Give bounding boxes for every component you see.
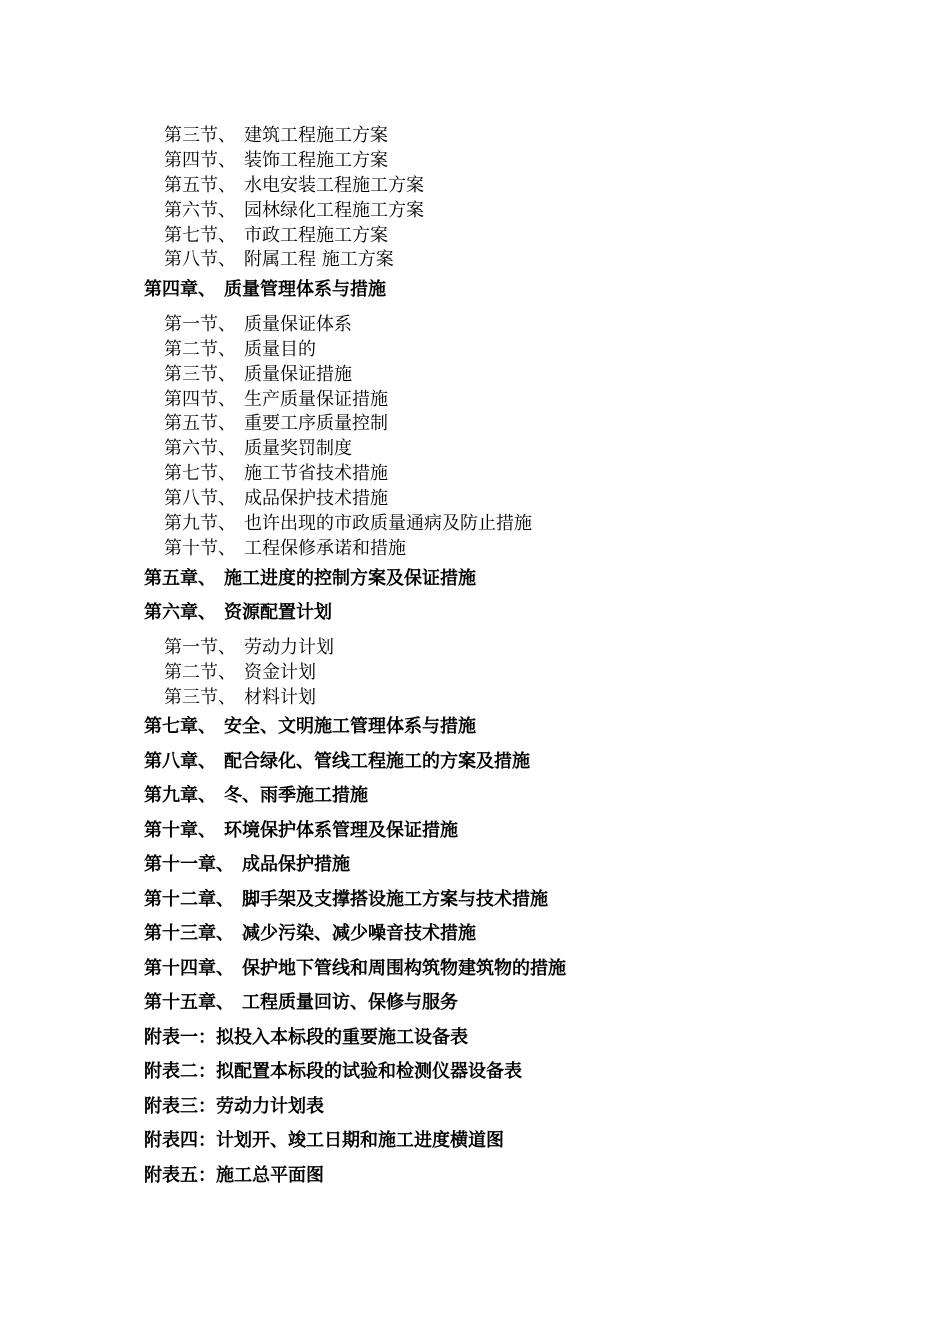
toc-entry-title: 冬、雨季施工措施 [224, 785, 368, 807]
toc-section-entry[interactable] [0, 661, 950, 686]
toc-entry-number: 第一节、 [164, 636, 236, 658]
toc-chapter-entry[interactable] [0, 986, 950, 1021]
toc-entry-number: 第九章、 [144, 785, 216, 807]
toc-entry-number: 第七章、 [144, 716, 216, 738]
toc-section-entry[interactable] [0, 686, 950, 711]
toc-entry-number: 第七节、 [164, 463, 236, 485]
toc-entry-number: 第十一章、 [144, 854, 234, 876]
toc-entry-number: 附表四： [144, 1130, 216, 1152]
toc-entry-number: 第二节、 [164, 661, 236, 683]
toc-entry-number: 第十节、 [164, 537, 236, 559]
toc-chapter-entry[interactable] [0, 710, 950, 745]
toc-entry-title: 成品保护技术措施 [244, 488, 388, 510]
toc-entry-number: 第八章、 [144, 750, 216, 772]
toc-section-entry[interactable] [0, 537, 950, 562]
toc-appendix-entry[interactable] [0, 1124, 950, 1159]
toc-appendix-entry[interactable] [0, 1055, 950, 1090]
toc-entry-number: 附表五： [144, 1164, 216, 1186]
toc-entry-number: 第六章、 [144, 602, 216, 624]
toc-entry-number: 第十二章、 [144, 888, 234, 910]
toc-entry-number: 第五节、 [164, 413, 236, 435]
toc-entry-number: 第六节、 [164, 438, 236, 460]
toc-section-entry[interactable] [0, 174, 950, 199]
toc-appendix-entry[interactable] [0, 1090, 950, 1125]
toc-entry-title: 保护地下管线和周围构筑物建筑物的措施 [242, 957, 566, 979]
toc-entry-number: 第四节、 [164, 388, 236, 410]
toc-entry-number: 第六节、 [164, 199, 236, 221]
toc-chapter-entry[interactable] [0, 952, 950, 987]
toc-entry-title: 劳动力计划表 [216, 1095, 324, 1117]
toc-entry-title: 园林绿化工程施工方案 [244, 199, 424, 221]
toc-entry-title: 施工进度的控制方案及保证措施 [224, 567, 476, 589]
toc-chapter-entry[interactable] [0, 814, 950, 849]
toc-entry-title: 环境保护体系管理及保证措施 [224, 819, 458, 841]
toc-entry-number: 第三节、 [164, 363, 236, 385]
toc-entry-title: 工程保修承诺和措施 [244, 537, 406, 559]
toc-section-entry[interactable] [0, 487, 950, 512]
toc-entry-title: 减少污染、减少噪音技术措施 [242, 923, 476, 945]
toc-entry-title: 水电安装工程施工方案 [244, 174, 424, 196]
toc-appendix-entry[interactable] [0, 1159, 950, 1194]
toc-chapter-entry[interactable] [0, 883, 950, 918]
toc-entry-title: 计划开、竣工日期和施工进度横道图 [216, 1130, 504, 1152]
toc-chapter-entry[interactable] [0, 779, 950, 814]
toc-appendix-entry[interactable] [0, 1021, 950, 1056]
toc-section-entry[interactable] [0, 149, 950, 174]
toc-entry-number: 第八节、 [164, 488, 236, 510]
toc-chapter-entry[interactable] [0, 596, 950, 631]
toc-section-entry[interactable] [0, 363, 950, 388]
toc-chapter-entry[interactable] [0, 848, 950, 883]
table-of-contents [0, 124, 950, 1193]
toc-entry-number: 第七节、 [164, 224, 236, 246]
toc-entry-title: 施工节省技术措施 [244, 463, 388, 485]
toc-entry-title: 装饰工程施工方案 [244, 149, 388, 171]
toc-entry-title: 附属工程 施工方案 [244, 249, 394, 271]
toc-entry-number: 第三节、 [164, 125, 236, 146]
toc-entry-title: 拟配置本标段的试验和检测仪器设备表 [216, 1061, 522, 1083]
toc-entry-title: 生产质量保证措施 [244, 388, 388, 410]
toc-chapter-entry[interactable] [0, 745, 950, 780]
toc-entry-title: 配合绿化、管线工程施工的方案及措施 [224, 750, 530, 772]
toc-entry-title: 脚手架及支撑搭设施工方案与技术措施 [242, 888, 548, 910]
toc-entry-title: 质量目的 [244, 338, 316, 360]
toc-entry-number: 附表三： [144, 1095, 216, 1117]
toc-entry-title: 重要工序质量控制 [244, 413, 388, 435]
toc-entry-number: 第八节、 [164, 249, 236, 271]
toc-section-entry[interactable] [0, 412, 950, 437]
toc-section-entry[interactable] [0, 437, 950, 462]
toc-entry-title: 拟投入本标段的重要施工设备表 [216, 1026, 468, 1048]
toc-chapter-entry[interactable] [0, 562, 950, 597]
toc-entry-number: 第十五章、 [144, 992, 234, 1014]
toc-section-entry[interactable] [0, 338, 950, 363]
toc-chapter-entry[interactable] [0, 917, 950, 952]
toc-entry-title: 质量管理体系与措施 [224, 279, 386, 301]
toc-section-entry[interactable] [0, 124, 950, 149]
toc-section-entry[interactable] [0, 462, 950, 487]
toc-entry-title: 资金计划 [244, 661, 316, 683]
toc-entry-title: 成品保护措施 [242, 854, 350, 876]
toc-entry-number: 第十三章、 [144, 923, 234, 945]
toc-section-entry[interactable] [0, 512, 950, 537]
toc-section-entry[interactable] [0, 313, 950, 338]
toc-entry-number: 第四章、 [144, 279, 216, 301]
toc-entry-number: 第四节、 [164, 149, 236, 171]
toc-chapter-entry[interactable] [0, 273, 950, 308]
toc-entry-title: 劳动力计划 [244, 636, 334, 658]
toc-entry-number: 第二节、 [164, 338, 236, 360]
toc-entry-number: 第十章、 [144, 819, 216, 841]
toc-entry-title: 质量奖罚制度 [244, 438, 352, 460]
toc-entry-number: 第一节、 [164, 313, 236, 335]
toc-entry-number: 第五节、 [164, 174, 236, 196]
toc-entry-number: 第十四章、 [144, 957, 234, 979]
toc-entry-title: 建筑工程施工方案 [244, 125, 388, 146]
toc-entry-title: 资源配置计划 [224, 602, 332, 624]
toc-section-entry[interactable] [0, 224, 950, 249]
toc-entry-title: 安全、文明施工管理体系与措施 [224, 716, 476, 738]
toc-entry-number: 第三节、 [164, 686, 236, 708]
toc-section-entry[interactable] [0, 248, 950, 273]
toc-section-entry[interactable] [0, 199, 950, 224]
toc-section-entry[interactable] [0, 636, 950, 661]
toc-entry-number: 附表二： [144, 1061, 216, 1083]
toc-entry-title: 质量保证措施 [244, 363, 352, 385]
toc-entry-title: 施工总平面图 [216, 1164, 324, 1186]
toc-entry-number: 第五章、 [144, 567, 216, 589]
toc-entry-title: 市政工程施工方案 [244, 224, 388, 246]
toc-entry-title: 质量保证体系 [244, 313, 352, 335]
toc-entry-number: 第九节、 [164, 512, 236, 534]
toc-section-entry[interactable] [0, 388, 950, 413]
toc-entry-title: 材料计划 [244, 686, 316, 708]
toc-entry-title: 工程质量回访、保修与服务 [242, 992, 458, 1014]
toc-entry-number: 附表一： [144, 1026, 216, 1048]
toc-entry-title: 也许出现的市政质量通病及防止措施 [244, 512, 532, 534]
